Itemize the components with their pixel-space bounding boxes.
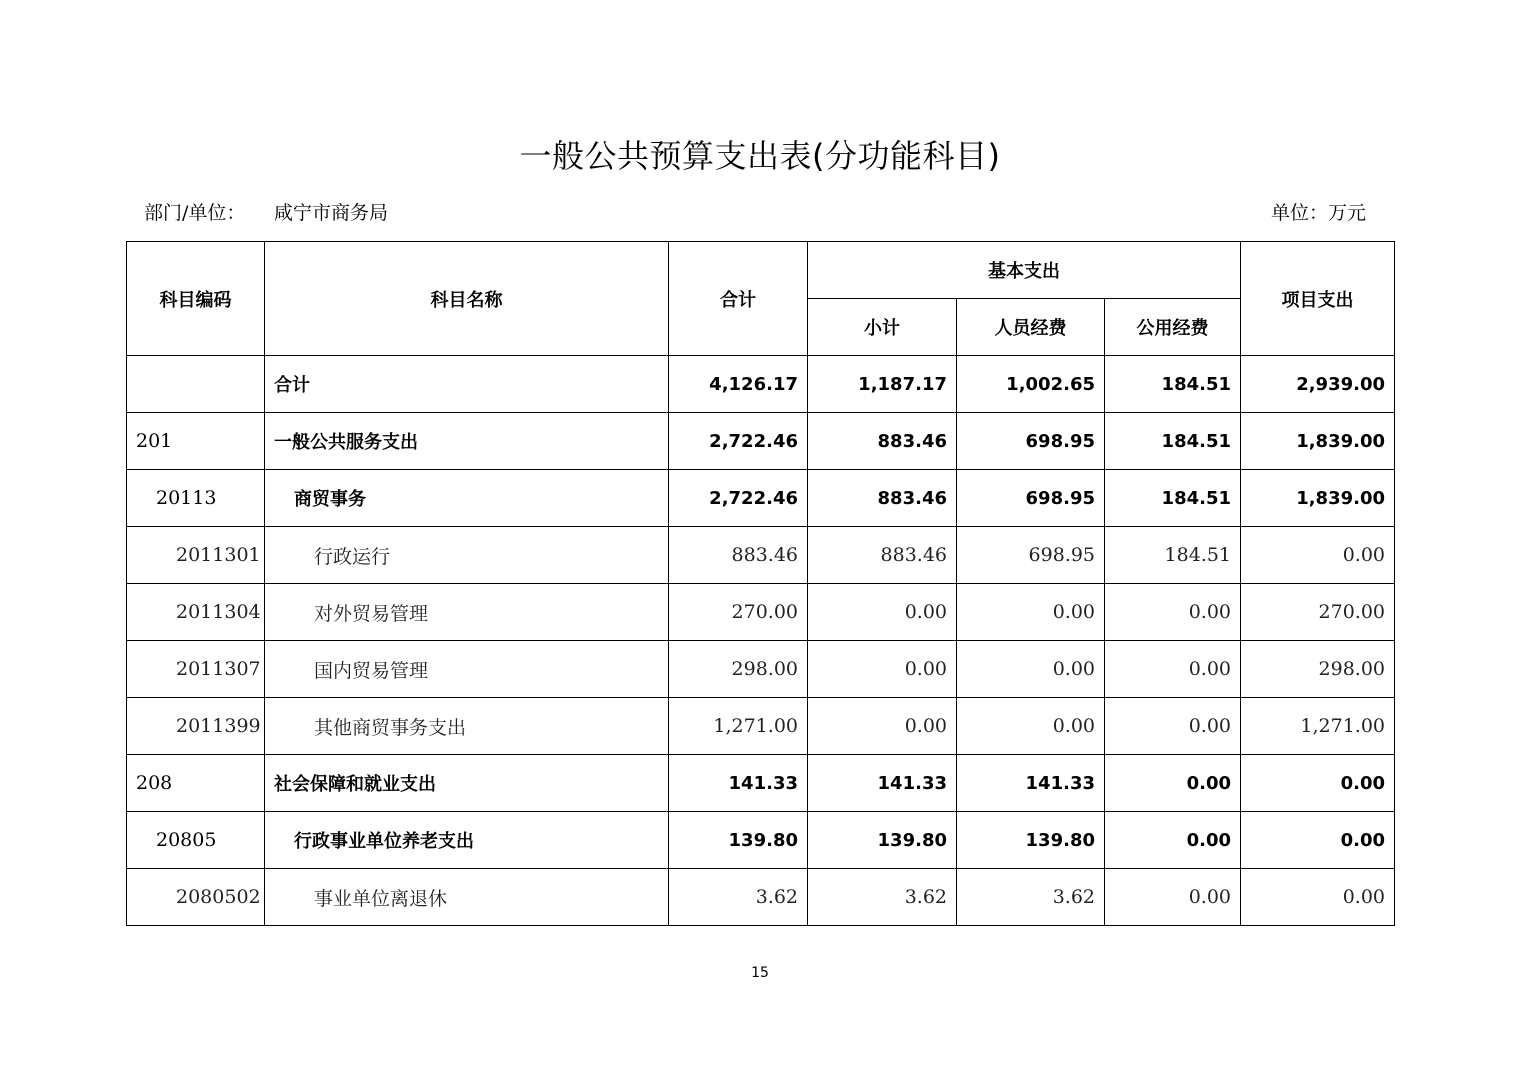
cell-code: 2011301 bbox=[127, 527, 265, 584]
cell-public: 0.00 bbox=[1105, 812, 1241, 869]
header-basic: 基本支出 bbox=[808, 242, 1241, 299]
cell-personnel: 3.62 bbox=[957, 869, 1105, 926]
unit-label: 单位：万元 bbox=[1270, 202, 1366, 224]
table-row bbox=[127, 413, 1395, 470]
cell-project: 1,839.00 bbox=[1241, 470, 1395, 527]
cell-subtotal: 0.00 bbox=[808, 698, 957, 755]
cell-personnel: 0.00 bbox=[957, 584, 1105, 641]
cell-public: 0.00 bbox=[1105, 584, 1241, 641]
cell-total: 3.62 bbox=[669, 869, 808, 926]
department-value: 咸宁市商务局 bbox=[274, 202, 389, 224]
cell-name: 一般公共服务支出 bbox=[265, 413, 669, 470]
cell-code: 201 bbox=[127, 413, 265, 470]
cell-code: 2011304 bbox=[127, 584, 265, 641]
cell-personnel: 698.95 bbox=[957, 527, 1105, 584]
cell-total: 139.80 bbox=[669, 812, 808, 869]
cell-subtotal: 141.33 bbox=[808, 755, 957, 812]
cell-project: 0.00 bbox=[1241, 755, 1395, 812]
cell-personnel: 1,002.65 bbox=[957, 356, 1105, 413]
cell-code: 2011307 bbox=[127, 641, 265, 698]
header-code: 科目编码 bbox=[127, 242, 265, 356]
cell-subtotal: 883.46 bbox=[808, 527, 957, 584]
cell-subtotal: 883.46 bbox=[808, 413, 957, 470]
header-row bbox=[127, 242, 1395, 299]
cell-total: 883.46 bbox=[669, 527, 808, 584]
cell-public: 184.51 bbox=[1105, 470, 1241, 527]
table-row bbox=[127, 356, 1395, 413]
cell-total: 2,722.46 bbox=[669, 470, 808, 527]
cell-name: 合计 bbox=[265, 356, 669, 413]
cell-public: 0.00 bbox=[1105, 698, 1241, 755]
cell-name: 行政运行 bbox=[265, 527, 669, 584]
table-row bbox=[127, 470, 1395, 527]
cell-name: 行政事业单位养老支出 bbox=[265, 812, 669, 869]
header-project: 项目支出 bbox=[1241, 242, 1395, 356]
page-title: 一般公共预算支出表(分功能科目) bbox=[519, 137, 1001, 175]
header-name: 科目名称 bbox=[265, 242, 669, 356]
department-label: 部门/单位： bbox=[144, 202, 246, 224]
header-personnel: 人员经费 bbox=[957, 299, 1105, 356]
table-row bbox=[127, 812, 1395, 869]
cell-public: 184.51 bbox=[1105, 527, 1241, 584]
cell-subtotal: 1,187.17 bbox=[808, 356, 957, 413]
cell-total: 270.00 bbox=[669, 584, 808, 641]
cell-personnel: 0.00 bbox=[957, 641, 1105, 698]
cell-project: 1,271.00 bbox=[1241, 698, 1395, 755]
cell-public: 0.00 bbox=[1105, 869, 1241, 926]
cell-subtotal: 3.62 bbox=[808, 869, 957, 926]
cell-total: 141.33 bbox=[669, 755, 808, 812]
cell-subtotal: 0.00 bbox=[808, 641, 957, 698]
cell-project: 298.00 bbox=[1241, 641, 1395, 698]
cell-total: 298.00 bbox=[669, 641, 808, 698]
cell-name: 社会保障和就业支出 bbox=[265, 755, 669, 812]
cell-project: 0.00 bbox=[1241, 812, 1395, 869]
cell-total: 1,271.00 bbox=[669, 698, 808, 755]
cell-code bbox=[127, 356, 265, 413]
cell-code: 2011399 bbox=[127, 698, 265, 755]
cell-code: 20113 bbox=[127, 470, 265, 527]
cell-personnel: 139.80 bbox=[957, 812, 1105, 869]
table-row bbox=[127, 755, 1395, 812]
cell-name: 对外贸易管理 bbox=[265, 584, 669, 641]
cell-total: 2,722.46 bbox=[669, 413, 808, 470]
cell-personnel: 141.33 bbox=[957, 755, 1105, 812]
cell-code: 208 bbox=[127, 755, 265, 812]
cell-public: 184.51 bbox=[1105, 413, 1241, 470]
table-row bbox=[127, 527, 1395, 584]
cell-project: 2,939.00 bbox=[1241, 356, 1395, 413]
cell-project: 0.00 bbox=[1241, 527, 1395, 584]
header-public: 公用经费 bbox=[1105, 299, 1241, 356]
cell-total: 4,126.17 bbox=[669, 356, 808, 413]
cell-name: 其他商贸事务支出 bbox=[265, 698, 669, 755]
cell-personnel: 698.95 bbox=[957, 470, 1105, 527]
cell-public: 0.00 bbox=[1105, 755, 1241, 812]
cell-subtotal: 0.00 bbox=[808, 584, 957, 641]
cell-project: 0.00 bbox=[1241, 869, 1395, 926]
cell-name: 国内贸易管理 bbox=[265, 641, 669, 698]
page-number: 15 bbox=[751, 965, 769, 981]
table-row bbox=[127, 641, 1395, 698]
cell-project: 1,839.00 bbox=[1241, 413, 1395, 470]
cell-code: 2080502 bbox=[127, 869, 265, 926]
cell-public: 184.51 bbox=[1105, 356, 1241, 413]
table-row bbox=[127, 584, 1395, 641]
cell-subtotal: 883.46 bbox=[808, 470, 957, 527]
header-total: 合计 bbox=[669, 242, 808, 356]
cell-subtotal: 139.80 bbox=[808, 812, 957, 869]
budget-table bbox=[126, 241, 1395, 926]
cell-name: 事业单位离退休 bbox=[265, 869, 669, 926]
cell-name: 商贸事务 bbox=[265, 470, 669, 527]
table-row bbox=[127, 698, 1395, 755]
cell-project: 270.00 bbox=[1241, 584, 1395, 641]
cell-code: 20805 bbox=[127, 812, 265, 869]
header-subtotal: 小计 bbox=[808, 299, 957, 356]
cell-public: 0.00 bbox=[1105, 641, 1241, 698]
table-row bbox=[127, 869, 1395, 926]
cell-personnel: 698.95 bbox=[957, 413, 1105, 470]
cell-personnel: 0.00 bbox=[957, 698, 1105, 755]
